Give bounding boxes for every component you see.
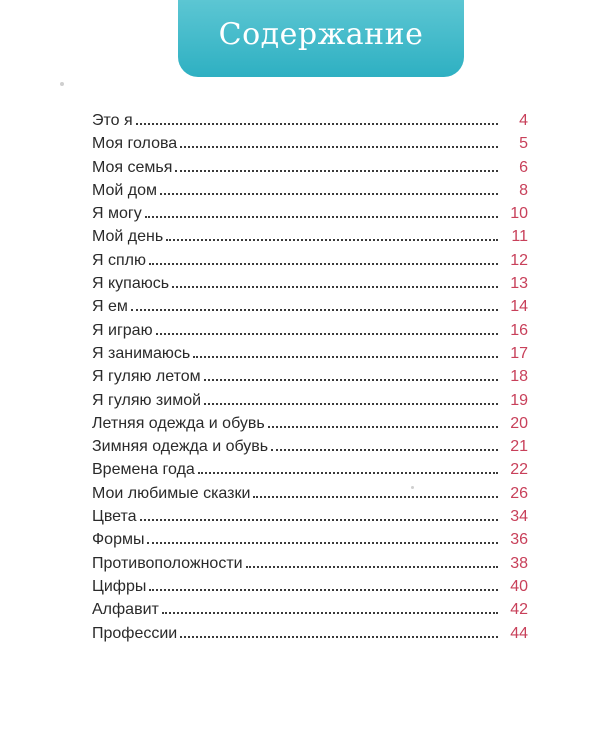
toc-entry-label: Цифры (92, 577, 147, 595)
toc-entry-page-number: 20 (510, 414, 528, 432)
toc-entry-page-number: 14 (510, 298, 528, 316)
toc-entry[interactable] (92, 275, 528, 298)
toc-entry-page-number: 40 (510, 577, 528, 595)
toc-entry-label: Это я (92, 112, 133, 129)
toc-entry-label: Моя семья (92, 158, 173, 176)
toc-entry-label: Я гуляю зимой (92, 391, 202, 409)
toc-entry[interactable] (92, 298, 528, 321)
toc-entry[interactable] (92, 578, 528, 601)
dot-leader (145, 216, 498, 218)
toc-entry-label: Зимняя одежда и обувь (92, 438, 269, 456)
toc-entry-label: Цвета (92, 508, 137, 526)
toc-entry[interactable] (92, 112, 528, 135)
toc-entry-label: Формы (92, 531, 145, 549)
toc-entry-page-number: 8 (519, 181, 528, 199)
toc-entry-page-number: 36 (510, 531, 528, 549)
toc-entry-label: Я могу (92, 205, 142, 223)
toc-entry-label: Противоположности (92, 554, 243, 572)
dot-leader (160, 193, 498, 195)
dot-leader (175, 170, 498, 172)
toc-entry[interactable] (92, 252, 528, 275)
toc-entry[interactable] (92, 322, 528, 345)
toc-entry-page-number: 17 (510, 344, 528, 362)
toc-entry-label: Я играю (92, 321, 153, 339)
toc-entry[interactable] (92, 159, 528, 182)
toc-entry-label: Времена года (92, 461, 195, 479)
toc-entry[interactable] (92, 485, 528, 508)
dot-leader (246, 566, 498, 568)
toc-entry[interactable] (92, 392, 528, 415)
toc-entry[interactable] (92, 205, 528, 228)
toc-entry-label: Я ем (92, 298, 128, 316)
table-of-contents (92, 112, 528, 648)
toc-entry-label: Алфавит (92, 601, 159, 619)
page-title: Содержание (218, 17, 424, 52)
dot-leader (136, 123, 498, 125)
toc-entry-page-number: 22 (510, 461, 528, 479)
toc-entry-page-number: 44 (510, 624, 528, 642)
toc-entry-label: Я купаюсь (92, 275, 170, 293)
dot-leader (166, 239, 498, 241)
toc-entry[interactable] (92, 461, 528, 484)
paper-speck (60, 82, 64, 86)
dot-leader (162, 612, 498, 614)
toc-entry-page-number: 16 (510, 321, 528, 339)
dot-leader (198, 472, 498, 474)
toc-entry-page-number: 11 (511, 228, 528, 246)
toc-entry[interactable] (92, 135, 528, 158)
toc-entry[interactable] (92, 368, 528, 391)
toc-entry-page-number: 26 (510, 484, 528, 502)
toc-entry[interactable] (92, 531, 528, 554)
toc-entry-label: Моя голова (92, 135, 178, 153)
toc-entry[interactable] (92, 555, 528, 578)
toc-entry-label: Летняя одежда и обувь (92, 414, 265, 432)
dot-leader (172, 286, 498, 288)
dot-leader (156, 333, 498, 335)
toc-entry-page-number: 42 (510, 601, 528, 619)
dot-leader (180, 636, 498, 638)
dot-leader (149, 589, 498, 591)
dot-leader (193, 356, 498, 358)
toc-entry-page-number: 19 (510, 391, 528, 409)
toc-entry-page-number: 38 (510, 554, 528, 572)
dot-leader (180, 146, 498, 148)
toc-entry[interactable] (92, 625, 528, 648)
toc-entry[interactable] (92, 601, 528, 624)
paper-speck (411, 486, 414, 489)
toc-entry[interactable] (92, 182, 528, 205)
dot-leader (140, 519, 498, 521)
toc-entry-page-number: 18 (510, 368, 528, 386)
toc-entry[interactable] (92, 415, 528, 438)
toc-entry-label: Профессии (92, 624, 178, 642)
toc-entry-page-number: 34 (510, 508, 528, 526)
dot-leader (253, 496, 498, 498)
header-tab (178, 0, 464, 77)
toc-entry-page-number: 21 (510, 438, 528, 456)
toc-entry-page-number: 5 (519, 135, 528, 153)
dot-leader (204, 379, 498, 381)
toc-entry-label: Мои любимые сказки (92, 484, 251, 502)
dot-leader (271, 449, 498, 451)
dot-leader (149, 263, 498, 265)
toc-entry-label: Мой дом (92, 181, 158, 199)
toc-entry-page-number: 6 (519, 158, 528, 176)
toc-entry-page-number: 10 (510, 205, 528, 223)
toc-entry-page-number: 4 (519, 112, 528, 129)
toc-entry-label: Я сплю (92, 251, 146, 269)
toc-entry-page-number: 13 (510, 275, 528, 293)
toc-entry[interactable] (92, 508, 528, 531)
dot-leader (147, 542, 498, 544)
toc-entry-page-number: 12 (510, 251, 528, 269)
dot-leader (268, 426, 498, 428)
toc-entry[interactable] (92, 228, 528, 251)
toc-entry-label: Я занимаюсь (92, 344, 191, 362)
toc-entry-label: Мой день (92, 228, 164, 246)
dot-leader (131, 309, 498, 311)
toc-entry-label: Я гуляю летом (92, 368, 201, 386)
toc-entry[interactable] (92, 438, 528, 461)
toc-entry[interactable] (92, 345, 528, 368)
dot-leader (204, 403, 498, 405)
